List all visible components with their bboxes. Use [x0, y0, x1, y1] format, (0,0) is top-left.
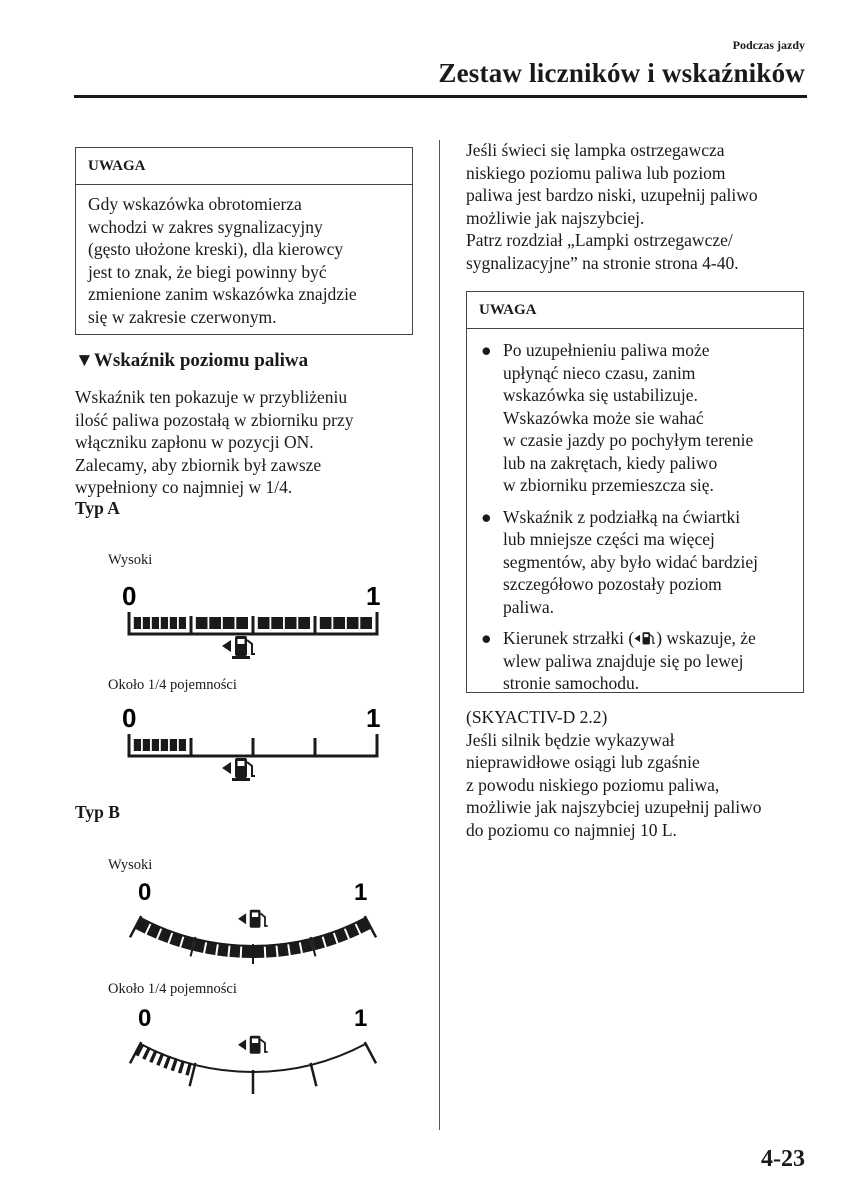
fuel-segment: [149, 1050, 157, 1063]
triangle-down-icon: ▼: [75, 350, 94, 371]
fuel-segment: [156, 1053, 164, 1066]
bullet-line: wskazówka się ustabilizuje.: [503, 385, 698, 405]
end-cap: [365, 1042, 376, 1063]
typ-a-full-label: Wysoki: [108, 552, 153, 568]
right-note-box: [466, 291, 804, 693]
scale-min-label: 0: [138, 1005, 152, 1032]
fuel-segment: [171, 1058, 178, 1071]
fuel-segment: [323, 931, 337, 946]
para-line: niskiego poziomu paliwa lub poziom: [466, 162, 726, 183]
left-note-line: Gdy wskazówka obrotomierza: [88, 194, 302, 214]
para-line: sygnalizacyjne” na stronie strona 4-40.: [466, 252, 739, 273]
quarter-tick: [311, 1063, 317, 1086]
fuel-segment: [152, 617, 159, 629]
fuel-pump-left-arrow-icon: [634, 631, 656, 647]
typ-b-quarter-label: Około 1/4 pojemności: [108, 981, 237, 997]
bullet-line: szczegółowo pozostały poziom: [503, 574, 722, 594]
bullet-line: lub mniejsze części ma więcej: [503, 529, 715, 549]
fuel-pump-left-arrow-icon: [238, 1036, 268, 1054]
bullet-line: segmentów, aby było widać bardziej: [503, 551, 758, 572]
fuel-segment: [360, 617, 372, 629]
typ-b-label: Typ B: [75, 802, 120, 822]
left-note-heading: UWAGA: [76, 148, 412, 185]
fuel-segment: [277, 943, 289, 957]
fuel-segment: [185, 1062, 192, 1075]
fuel-segment: [169, 931, 183, 946]
fuel-segment: [205, 941, 217, 956]
fuel-segment: [161, 739, 168, 751]
bullet-line: w czasie jazdy po pochyłym terenie: [503, 430, 754, 450]
typ-b-full-label: Wysoki: [108, 857, 153, 873]
body-line: ilość paliwa pozostałą w zbiorniku przy: [75, 409, 354, 430]
fuel-pump-left-arrow-icon: [238, 910, 268, 928]
para-line: możliwie jak najszybciej.: [466, 207, 645, 228]
scale-min-label: 0: [122, 581, 137, 611]
list-item: [479, 339, 791, 497]
fuel-segment: [289, 941, 301, 956]
bullet-text: Kierunek strzałki (: [503, 628, 635, 648]
typ-a-quarter-gauge: [118, 700, 388, 792]
list-item: [479, 506, 791, 619]
bullet-icon: ●: [481, 340, 492, 360]
para-line: Patrz rozdział „Lampki ostrzegawcze/: [466, 230, 733, 250]
fuel-segment: [161, 617, 168, 629]
left-note-box: [75, 147, 413, 335]
right-note-heading: UWAGA: [467, 292, 803, 329]
typ-a-quarter-label: Około 1/4 pojemności: [108, 677, 237, 693]
left-note-line: (gęsto ułożone kreski), dla kierowcy: [88, 239, 344, 259]
fuel-pump-left-arrow-icon: [222, 758, 255, 781]
typ-a-full-gauge: [118, 578, 388, 670]
left-note-line: wchodzi w zakres sygnalizacyjny: [88, 216, 323, 237]
typ-b-quarter-gauge: [118, 1002, 388, 1102]
warning-light-paragraph: [466, 139, 811, 274]
fuel-segment: [170, 617, 177, 629]
bullet-line: Wskaźnik z podziałką na ćwiartki: [503, 506, 741, 527]
section-name: Podczas jazdy: [732, 38, 805, 52]
fuel-segment: [242, 945, 252, 958]
bullet-line: paliwa.: [503, 596, 555, 617]
list-item: [479, 627, 791, 695]
bullet-icon: ●: [481, 628, 492, 648]
para-line: do poziomu co najmniej 10 L.: [466, 819, 677, 840]
column-divider: [439, 140, 440, 1130]
para-line: paliwa jest bardzo niski, uzupełnij paliwo: [466, 185, 758, 205]
scale-max-label: 1: [366, 703, 381, 733]
fuel-segment: [298, 617, 310, 629]
left-note-line: zmienione zanim wskazówka znajdzie: [88, 284, 357, 304]
fuel-segment: [163, 1055, 171, 1068]
body-line: Zalecamy, aby zbiornik był zawsze: [75, 454, 322, 475]
right-note-body: [467, 329, 803, 702]
fuel-segment: [333, 617, 345, 629]
fuel-segment: [179, 739, 186, 751]
fuel-segment: [258, 617, 270, 629]
fuel-segment: [134, 739, 141, 751]
left-note-line: się w zakresie czerwonym.: [88, 306, 277, 327]
fuel-segment: [158, 927, 172, 943]
fuel-segment: [134, 617, 141, 629]
fuel-segment: [152, 739, 159, 751]
left-note-body: [76, 185, 412, 335]
fuel-segment: [266, 944, 277, 958]
page-title: Zestaw liczników i wskaźników: [438, 58, 805, 88]
bullet-line: w zbiorniku przemieszcza się.: [503, 475, 714, 495]
para-line: nieprawidłowe osiągi lub zgaśnie: [466, 752, 700, 772]
para-line: Jeśli świeci się lampka ostrzegawcza: [466, 140, 725, 160]
fuel-segment: [236, 617, 248, 629]
fuel-segment: [271, 617, 283, 629]
fuel-segment: [285, 617, 297, 629]
bullet-line: wlew paliwa znajduje się po lewej: [503, 650, 744, 671]
fuel-segment: [209, 617, 221, 629]
subheading-text: Wskaźnik poziomu paliwa: [93, 350, 309, 371]
fuel-segment: [223, 617, 235, 629]
title-rule: [74, 95, 807, 98]
page-number: 4-23: [761, 1146, 805, 1172]
bullet-line: Wskazówka może sie wahać: [503, 407, 704, 428]
typ-a-label: Typ A: [75, 498, 120, 518]
bar-gauge: [129, 734, 377, 756]
bullet-line: Po uzupełnieniu paliwa może: [503, 340, 710, 360]
fuel-segment: [170, 739, 177, 751]
body-line: włączniku zapłonu w pozycji ON.: [75, 432, 314, 452]
fuel-segment: [217, 943, 229, 957]
fuel-segment: [334, 927, 348, 943]
fuel-segment: [196, 617, 208, 629]
scale-min-label: 0: [138, 879, 152, 906]
scale-max-label: 1: [354, 1005, 368, 1032]
scale-max-label: 1: [354, 879, 368, 906]
fuel-gauge-subheading: [75, 350, 308, 372]
skyactiv-paragraph: [466, 706, 811, 841]
fuel-segment: [143, 739, 150, 751]
fuel-pump-left-arrow-icon: [222, 636, 255, 659]
fuel-segment: [143, 617, 150, 629]
fuel-gauge-description: [75, 386, 415, 499]
fuel-segment: [347, 617, 359, 629]
para-line: Jeśli silnik będzie wykazywał: [466, 729, 675, 750]
fuel-segment: [142, 1047, 151, 1060]
bullet-line: stronie samochodu.: [503, 673, 640, 693]
fuel-segment: [178, 1060, 185, 1073]
para-line: (SKYACTIV-D 2.2): [466, 707, 608, 727]
scale-max-label: 1: [366, 581, 381, 611]
fuel-segment: [254, 945, 264, 958]
bullet-line: [503, 627, 791, 650]
typ-b-full-gauge: [118, 876, 388, 976]
bullet-line: upłynąć nieco czasu, zanim: [503, 362, 696, 383]
bar-gauge: [129, 612, 377, 634]
bullet-icon: ●: [481, 506, 492, 527]
note-bullet-list: [479, 339, 791, 695]
fuel-segment: [229, 944, 240, 958]
bullet-line: lub na zakrętach, kiedy paliwo: [503, 452, 718, 473]
para-line: możliwie jak najszybciej uzupełnij paliwo: [466, 797, 762, 817]
scale-min-label: 0: [122, 703, 137, 733]
bullet-text: ) wskazuje, że: [656, 628, 756, 648]
body-line: wypełniony co najmniej w 1/4.: [75, 477, 293, 497]
fuel-segment: [179, 617, 186, 629]
left-note-line: jest to znak, że biegi powinny być: [88, 261, 327, 282]
para-line: z powodu niskiego poziomu paliwa,: [466, 774, 720, 795]
body-line: Wskaźnik ten pokazuje w przybliżeniu: [75, 387, 348, 407]
fuel-segment: [320, 617, 332, 629]
